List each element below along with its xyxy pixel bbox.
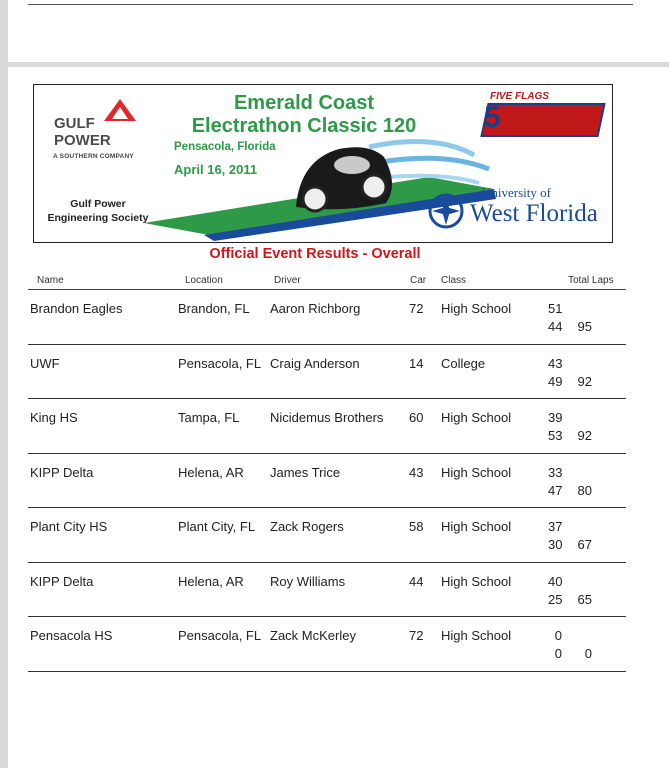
laps-heat-2: 0 bbox=[554, 646, 562, 661]
team-location: Brandon, FL bbox=[178, 301, 250, 316]
society-line-1: Gulf Power bbox=[70, 198, 126, 210]
car-number: 14 bbox=[409, 355, 424, 371]
laps-heat-1: 33 bbox=[548, 464, 563, 480]
team-location: Helena, AR bbox=[178, 464, 244, 480]
sponsor-name-2: POWER bbox=[54, 132, 111, 149]
speedway-number: 5 bbox=[484, 101, 501, 134]
sponsor-tagline: A SOUTHERN COMPANY bbox=[53, 153, 134, 160]
table-row bbox=[28, 345, 626, 400]
results-table bbox=[28, 290, 626, 672]
team-location: Pensacola, FL bbox=[178, 628, 262, 643]
gulf-power-logo bbox=[44, 99, 162, 160]
speedway-text: FIVE FLAGS bbox=[490, 91, 549, 102]
total-laps: 65 bbox=[577, 591, 592, 607]
team-name: KIPP Delta bbox=[30, 464, 94, 480]
race-class: High School bbox=[441, 519, 512, 534]
uwf-logo bbox=[426, 185, 606, 233]
laps-heat-1: 43 bbox=[548, 355, 563, 371]
page-rule bbox=[28, 4, 633, 5]
gulf-power-triangle-icon bbox=[104, 99, 136, 121]
team-name: Brandon Eagles bbox=[30, 301, 123, 316]
laps-heat-1: 0 bbox=[554, 628, 562, 643]
team-location: Plant City, FL bbox=[178, 519, 256, 534]
team-location: Pensacola, FL bbox=[178, 355, 262, 371]
driver-name: Zack Rogers bbox=[270, 519, 344, 534]
sponsor-name-1: GULF bbox=[54, 115, 95, 132]
laps-heat-2: 53 bbox=[548, 428, 563, 443]
laps-heat-2: 30 bbox=[548, 537, 563, 552]
team-name: King HS bbox=[30, 410, 78, 425]
race-class: High School bbox=[441, 628, 512, 643]
race-class: High School bbox=[441, 410, 512, 425]
race-class: High School bbox=[441, 301, 512, 316]
table-row bbox=[28, 508, 626, 563]
header-total-laps: Total Laps bbox=[568, 275, 614, 286]
results-page bbox=[8, 67, 669, 768]
event-banner bbox=[33, 84, 613, 243]
table-row bbox=[28, 563, 626, 618]
laps-heat-1: 37 bbox=[548, 519, 563, 534]
university-line-1: University of bbox=[482, 185, 551, 200]
laps-heat-2: 44 bbox=[548, 319, 563, 334]
driver-name: Nicidemus Brothers bbox=[270, 410, 384, 425]
table-row bbox=[28, 617, 626, 672]
society-line-2: Engineering Society bbox=[47, 212, 149, 224]
engineering-society bbox=[44, 197, 152, 225]
table-row bbox=[28, 290, 626, 345]
race-class: High School bbox=[441, 573, 512, 589]
speedway-logo bbox=[478, 91, 603, 143]
car-number: 72 bbox=[409, 301, 424, 316]
team-location: Helena, AR bbox=[178, 573, 244, 589]
race-class: High School bbox=[441, 464, 512, 480]
team-name: UWF bbox=[30, 355, 60, 371]
previous-page bbox=[8, 0, 669, 62]
header-location: Location bbox=[185, 275, 223, 286]
total-laps: 80 bbox=[577, 482, 592, 498]
university-line-2: West Florida bbox=[470, 200, 598, 227]
total-laps: 92 bbox=[577, 428, 592, 443]
event-title-line-2: Electrathon Classic 120 bbox=[191, 115, 417, 137]
event-title bbox=[169, 92, 439, 138]
total-laps: 67 bbox=[577, 537, 592, 552]
team-location: Tampa, FL bbox=[178, 410, 240, 425]
header-car: Car bbox=[410, 275, 427, 286]
event-date: April 16, 2011 bbox=[174, 162, 258, 177]
team-name: KIPP Delta bbox=[30, 573, 94, 589]
driver-name: Aaron Richborg bbox=[270, 301, 361, 316]
car-number: 60 bbox=[409, 410, 424, 425]
total-laps: 95 bbox=[577, 319, 592, 334]
table-row bbox=[28, 454, 626, 509]
driver-name: Craig Anderson bbox=[270, 355, 360, 371]
laps-heat-2: 25 bbox=[548, 591, 563, 607]
header-class: Class bbox=[441, 275, 467, 286]
total-laps: 92 bbox=[577, 373, 592, 389]
uwf-emblem-icon bbox=[426, 187, 466, 231]
driver-name: Roy Williams bbox=[270, 573, 346, 589]
laps-heat-2: 49 bbox=[548, 373, 563, 389]
team-name: Pensacola HS bbox=[30, 628, 113, 643]
laps-heat-1: 40 bbox=[548, 573, 563, 589]
team-name: Plant City HS bbox=[30, 519, 108, 534]
total-laps: 0 bbox=[584, 646, 592, 661]
driver-name: James Trice bbox=[270, 464, 341, 480]
header-driver: Driver bbox=[274, 275, 301, 286]
car-number: 58 bbox=[409, 519, 424, 534]
header-name: Name bbox=[37, 275, 64, 286]
car-number: 44 bbox=[409, 573, 424, 589]
event-city: Pensacola, Florida bbox=[174, 141, 276, 153]
table-row bbox=[28, 399, 626, 454]
results-title: Official Event Results - Overall bbox=[209, 246, 421, 262]
laps-heat-2: 47 bbox=[548, 482, 563, 498]
driver-name: Zack McKerley bbox=[270, 628, 356, 643]
race-class: College bbox=[441, 355, 486, 371]
laps-heat-1: 39 bbox=[548, 410, 563, 425]
car-number: 72 bbox=[409, 628, 424, 643]
event-title-line-1: Emerald Coast bbox=[233, 92, 375, 114]
laps-heat-1: 51 bbox=[548, 301, 563, 316]
car-number: 43 bbox=[409, 464, 424, 480]
